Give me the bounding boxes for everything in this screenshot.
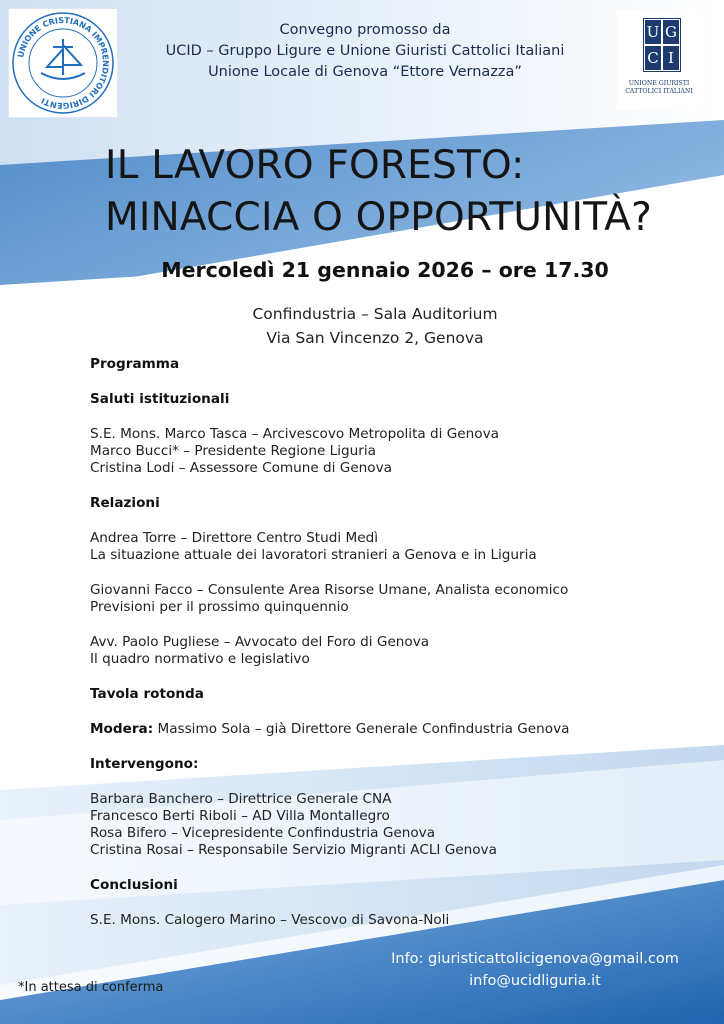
moderator-line <box>90 721 710 738</box>
program-heading: Programma <box>90 356 180 372</box>
footnote: *In attesa di conferma <box>18 980 164 995</box>
panelist-item: Cristina Rosai – Responsabile Servizio Migranti ACLI Genova <box>90 842 497 858</box>
conclusioni-item: S.E. Mons. Calogero Marino – Vescovo di Savona-Noli <box>90 912 450 928</box>
panelist-item: Francesco Berti Riboli – AD Villa Montallegro <box>90 808 390 824</box>
saluti-heading: Saluti istituzionali <box>90 391 230 407</box>
ucid-ring-text: UNIONE CRISTIANA IMPRENDITORI DIRIGENTI <box>16 15 111 111</box>
ugci-letter-grid <box>643 18 681 72</box>
panelist-item: Rosa Bifero – Vicepresidente Confindustria Genova <box>90 825 436 841</box>
tavola-heading: Tavola rotonda <box>90 686 204 702</box>
ucid-logo <box>8 8 118 118</box>
ugci-letter-u: U <box>645 20 661 44</box>
relazione-topic: La situazione attuale dei lavoratori stranieri a Genova e in Liguria <box>90 547 537 563</box>
venue-line-1: Confindustria – Sala Auditorium <box>252 305 498 323</box>
program <box>90 356 710 929</box>
relazione-speaker: Giovanni Facco – Consulente Area Risorse Umane, Analista economico <box>90 582 569 598</box>
header-line-3: Unione Locale di Genova “Ettore Vernazza” <box>208 64 522 80</box>
saluti-item: S.E. Mons. Marco Tasca – Arcivescovo Metropolita di Genova <box>90 426 499 442</box>
contact-email-2[interactable]: info@ucidliguria.it <box>469 973 601 989</box>
contact-info <box>380 948 690 992</box>
ugci-logo <box>617 10 701 110</box>
ugci-letter-i: I <box>663 46 679 70</box>
header-line-1: Convegno promosso da <box>279 22 451 38</box>
header-line-2: UCID – Gruppo Ligure e Unione Giuristi Cattolici Italiani <box>165 43 565 59</box>
venue-line-2: Via San Vincenzo 2, Genova <box>266 329 484 347</box>
ugci-letter-c: C <box>645 46 661 70</box>
conclusioni-heading: Conclusioni <box>90 877 178 893</box>
event-date: Mercoledì 21 gennaio 2026 – ore 17.30 <box>161 258 609 282</box>
relazione-topic: Il quadro normativo e legislativo <box>90 651 310 667</box>
promoter-header <box>140 20 590 83</box>
ship-cross-icon <box>41 39 85 79</box>
modera-label: Modera: <box>90 721 154 737</box>
contact-email-1[interactable]: Info: giuristicattolicigenova@gmail.com <box>391 951 679 967</box>
ugci-caption-line1: UNIONE GIURISTI <box>628 80 690 87</box>
relazioni-heading: Relazioni <box>90 495 160 511</box>
ugci-letter-g: G <box>663 20 679 44</box>
saluti-item: Marco Bucci* – Presidente Regione Liguria <box>90 443 376 459</box>
panelist-item: Barbara Banchero – Direttrice Generale CNA <box>90 791 392 807</box>
event-title <box>105 140 715 244</box>
relazione-speaker: Avv. Paolo Pugliese – Avvocato del Foro di Genova <box>90 634 430 650</box>
title-line-1: IL LAVORO FORESTO: <box>105 143 525 188</box>
event-venue <box>150 302 600 350</box>
saluti-item: Cristina Lodi – Assessore Comune di Genova <box>90 460 392 476</box>
ugci-caption-line2: CATTOLICI ITALIANI <box>625 88 693 95</box>
ugci-caption <box>617 80 701 96</box>
relazione-speaker: Andrea Torre – Direttore Centro Studi Medì <box>90 530 378 546</box>
modera-text: Massimo Sola – già Direttore Generale Confindustria Genova <box>153 721 570 737</box>
relazione-topic: Previsioni per il prossimo quinquennio <box>90 599 349 615</box>
intervengono-heading: Intervengono: <box>90 756 199 772</box>
title-line-2: MINACCIA O OPPORTUNITÀ? <box>105 195 652 240</box>
